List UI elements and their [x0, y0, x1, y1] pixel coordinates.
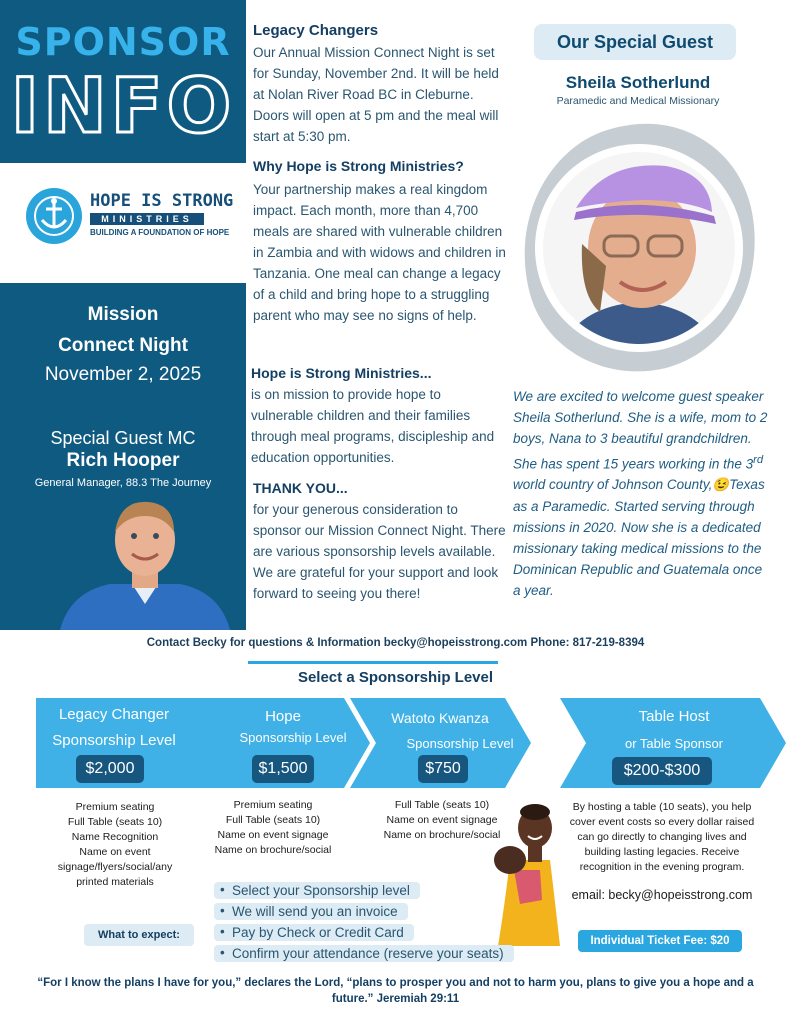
tier-details-table-host [562, 800, 762, 875]
why-hope-section [253, 158, 508, 326]
guest-bio [513, 386, 771, 602]
step-item: • Confirm your attendance (reserve your seats) [214, 945, 514, 962]
logo-tagline: BUILDING A FOUNDATION OF HOPE [90, 228, 230, 237]
detail-line: cover event costs so every dollar raised [569, 816, 755, 828]
detail-line: Name on event signage [217, 829, 329, 841]
section-body: Your partnership makes a real kingdom impact. Each month, more than 4,700 meals are shared with vulnerable children in Zambia and with widows and children in Tanzania. One meal can change a legacy of a child and bring hope to a struggling parent who may see no signs of help. [253, 182, 506, 323]
step-item: • We will send you an invoice [214, 903, 408, 920]
sponsor-heading: SPONSOR [15, 20, 231, 64]
what-to-expect-label: What to expect: [84, 924, 194, 946]
mc-label: Special Guest MC [50, 428, 196, 448]
logo-subtitle: MINISTRIES [90, 213, 204, 225]
tier-title-table-host: Table Host [638, 708, 710, 725]
step-item: • Select your Sponsorship level [214, 882, 420, 899]
tier-title-legacy: Legacy Changer [58, 706, 170, 723]
detail-line: Name on event [79, 846, 151, 858]
detail-line: Name on brochure/social [383, 829, 501, 841]
tier-subtitle-legacy: Sponsorship Level [52, 732, 176, 749]
detail-line: Name on event signage [386, 814, 498, 826]
select-level-heading: Select a Sponsorship Level [297, 669, 494, 686]
section-heading: Why Hope is Strong Ministries? [253, 158, 464, 174]
info-heading: INFO [10, 61, 236, 150]
detail-line: signage/flyers/social/any [57, 861, 173, 873]
steps-list [214, 882, 534, 966]
ticket-fee-badge: Individual Ticket Fee: $20 [578, 930, 742, 952]
detail-line: printed materials [76, 876, 154, 888]
event-date: November 2, 2025 [44, 364, 202, 385]
detail-line: Premium seating [75, 801, 155, 813]
detail-line: Name Recognition [71, 831, 159, 843]
anchor-logo-icon [26, 188, 82, 244]
tier-subtitle-watoto: Sponsorship Level [406, 736, 514, 751]
tier-price-watoto[interactable]: $750 [418, 755, 468, 783]
mc-photo [60, 492, 230, 630]
guest-role: Paramedic and Medical Missionary [556, 95, 720, 107]
scripture-quote: “For I know the plans I have for you,” declares the Lord, “plans to prosper you and not to harm you, plans to give you a hope and a future.” Jeremiah 29:11 [37, 977, 754, 1005]
tier-details-hope [198, 798, 348, 858]
thank-you-section [253, 480, 508, 604]
step-item: • Pay by Check or Credit Card [214, 924, 414, 941]
section-body: Our Annual Mission Connect Night is set for Sunday, November 2nd. It will be held at Nolan River Road BC in Cleburne. Doors will open at 5 pm and the meal will start at 5:30 pm. [253, 45, 499, 144]
detail-line: can go directly to changing lives and [577, 831, 747, 843]
tier-title-watoto: Watoto Kwanza [391, 710, 489, 726]
event-title-line2: Connect Night [58, 335, 188, 356]
tier-price-hope[interactable]: $1,500 [252, 755, 314, 783]
tier-details-legacy [30, 800, 200, 890]
detail-line: Full Table (seats 10) [225, 814, 321, 826]
mission-section [251, 365, 506, 468]
guest-bio-text: world country of Johnson County, [513, 477, 713, 493]
mc-title: General Manager, 88.3 The Journey [34, 477, 212, 489]
wink-emoji-icon: 😉 [712, 477, 730, 493]
mc-name: Rich Hooper [66, 450, 180, 471]
legacy-changers-section [253, 22, 505, 147]
detail-line: Full Table (seats 10) [394, 799, 490, 811]
detail-line: Premium seating [233, 799, 313, 811]
detail-line: Full Table (seats 10) [67, 816, 163, 828]
logo-title: HOPE IS STRONG [90, 191, 234, 211]
section-heading: Legacy Changers [253, 22, 379, 39]
section-body: is on mission to provide hope to vulnerable children and their families through meal programs, discipleship and education opportunities. [251, 387, 495, 465]
guest-bio-text: We are excited to welcome guest speaker Sheila Sotherlund. She is a wife, mom to 2 boys, Nana to 3 beautiful grandchildren. She has spent 15 years working in the 3 [513, 389, 768, 472]
section-heading: THANK YOU... [253, 480, 348, 496]
table-host-email[interactable]: email: becky@hopeisstrong.com [571, 888, 753, 902]
section-heading: Hope is Strong Ministries... [251, 365, 432, 381]
event-title-line1: Mission [87, 304, 159, 325]
detail-line: By hosting a table (10 seats), you help [572, 801, 752, 813]
detail-line: Name on brochure/social [214, 844, 332, 856]
divider [248, 661, 498, 664]
detail-line: building lasting legacies. Receive [584, 846, 740, 858]
tier-subtitle-table-host: or Table Sponsor [624, 736, 724, 751]
special-guest-label: Our Special Guest [534, 24, 736, 60]
detail-line: recognition in the evening program. [579, 861, 745, 873]
tier-price-table-host[interactable]: $200-$300 [612, 757, 712, 785]
contact-line: Contact Becky for questions & Information becky@hopeisstrong.com Phone: 817-219-8394 [146, 637, 645, 649]
tier-title-hope: Hope [265, 708, 301, 725]
guest-name: Sheila Sotherlund [565, 73, 711, 92]
guest-bio-superscript: rd [753, 453, 764, 466]
section-body: for your generous consideration to sponsor our Mission Connect Night. There are various sponsorship levels available. We are grateful for your support and look forward to seeing you there! [253, 502, 506, 601]
guest-photo [516, 116, 762, 380]
tier-price-legacy[interactable]: $2,000 [76, 755, 144, 783]
tier-subtitle-hope: Sponsorship Level [239, 730, 347, 745]
guest-bio-text: Texas as a Paramedic. Started serving through missions in 2020. Now she is a dedicated missionary taking medical missions to the Dominican Republic and Guatemala once a year. [513, 477, 765, 599]
